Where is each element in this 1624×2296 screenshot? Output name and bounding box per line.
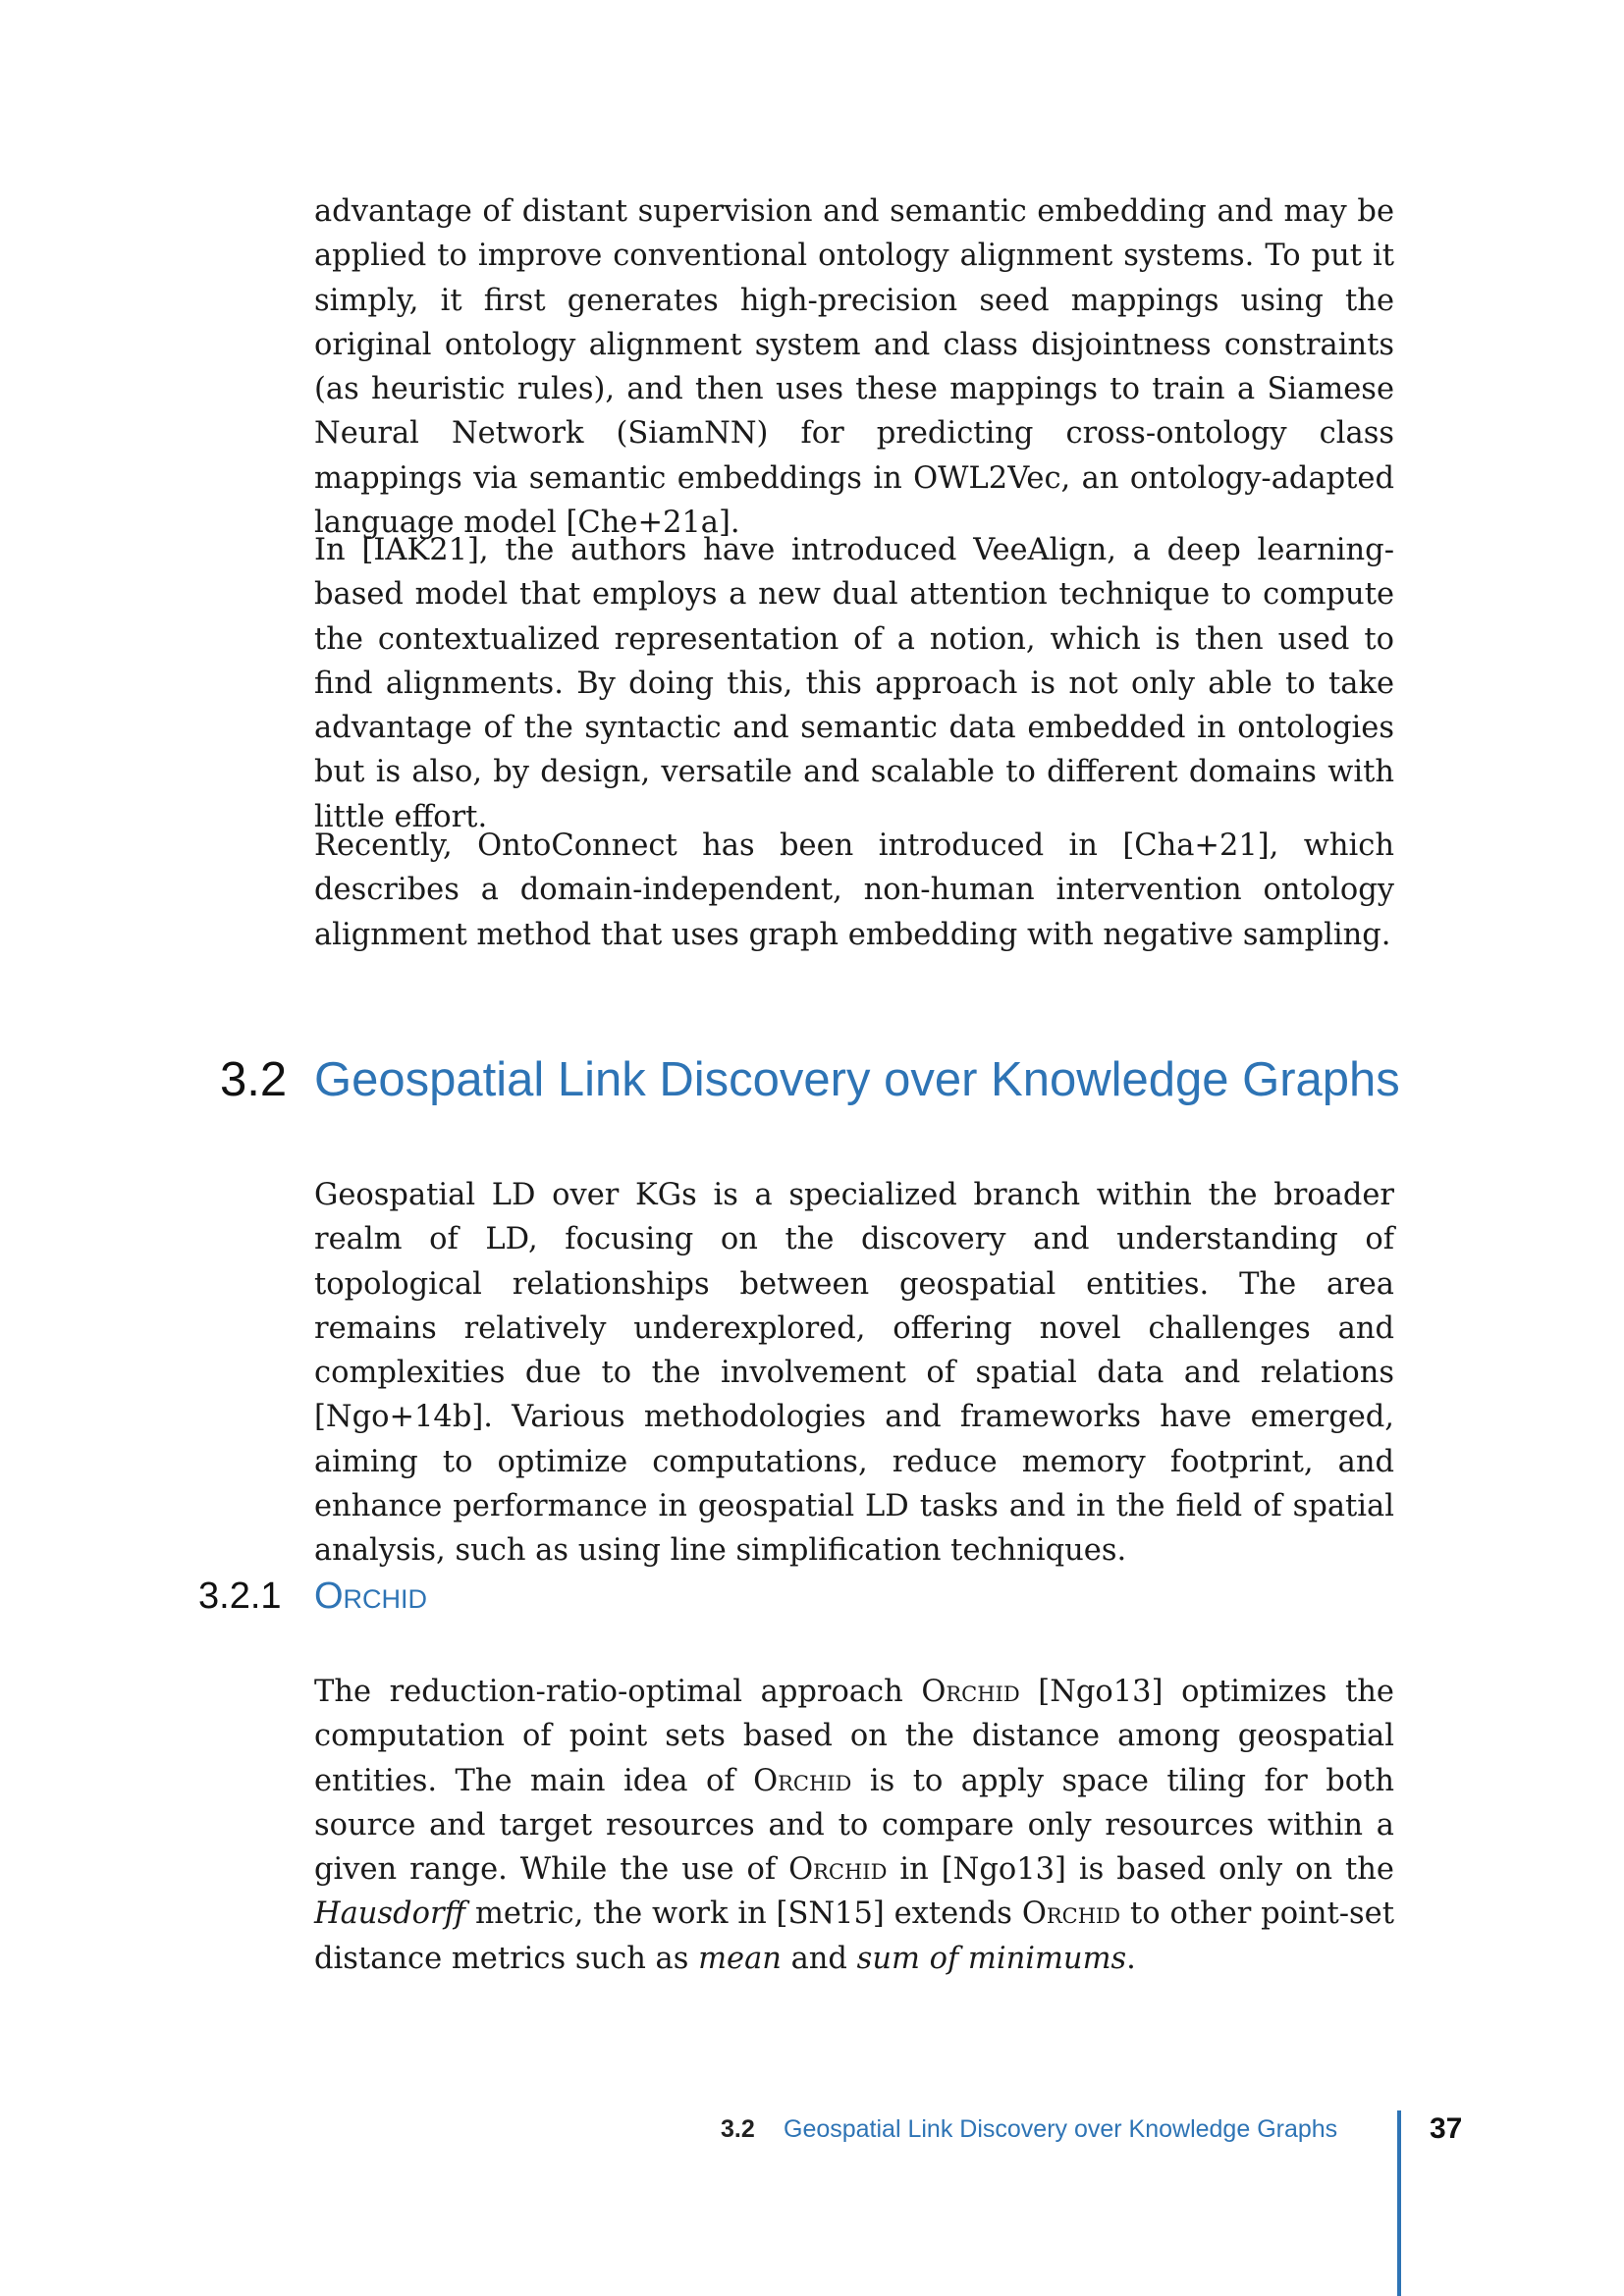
- page-number: 37: [1430, 2112, 1463, 2145]
- emphasis-sum-of-minimums: sum of minimums: [856, 1941, 1127, 1976]
- orchid-name: Orchid: [921, 1675, 1020, 1709]
- text-run: to other point-set distance metrics such as: [314, 1896, 1394, 1976]
- emphasis-hausdorff: Hausdorff: [314, 1896, 466, 1932]
- paragraph-ontoconnect: Recently, OntoConnect has been introduced in [Cha+21], which describes a domain-independent, non-human intervention ontology alignment method that uses graph embedding with negative sampling.: [314, 828, 1394, 952]
- footer-section-number: 3.2: [721, 2115, 755, 2143]
- text-run: The reduction-ratio-optimal approach: [314, 1675, 903, 1709]
- text-run: metric, the work in [SN15] extends: [475, 1896, 1012, 1932]
- section-number: 3.2: [220, 1053, 288, 1106]
- paragraph-orchid: [314, 1670, 1394, 1981]
- orchid-name: Orchid: [753, 1763, 852, 1798]
- orchid-name: Orchid: [1021, 1896, 1121, 1932]
- footer-rule: [1397, 2110, 1401, 2296]
- text-run: [Ngo13] optimizes the computation of point sets based on the distance among geospatial entities. The main idea of: [314, 1675, 1394, 1798]
- text-run: is to apply space tiling for both source and target resources and to compare only resources within a given range. While the use of: [314, 1763, 1394, 1888]
- paragraph-intro-continuation: advantage of distant supervision and semantic embedding and may be applied to improve conventional ontology alignment systems. To put it simply, it first generates high-precision seed mappings using the original ontology alignment system and class disjointness constraints (as heuristic rules), and then uses these mappings to train a Siamese Neural Network (SiamNN) for predicting cross-ontology class mappings via semantic embeddings in OWL2Vec, an ontology-adapted language model [Che+21a].: [314, 194, 1394, 541]
- subsection-number: 3.2.1: [198, 1575, 282, 1617]
- section-title: Geospatial Link Discovery over Knowledge Graphs: [314, 1053, 1400, 1106]
- orchid-name: Orchid: [788, 1852, 888, 1888]
- text-run: in [Ngo13] is based only on the: [899, 1852, 1394, 1888]
- subsection-title: Orchid: [314, 1575, 428, 1617]
- text-run: and: [790, 1941, 847, 1976]
- paragraph-geospatial-ld: Geospatial LD over KGs is a specialized branch within the broader realm of LD, focusing on the discovery and understanding of topological relationships between geospatial entities. The area remains relatively underexplored, offering novel challenges and complexities due to the involvement of spatial data and relations [Ngo+14b]. Various methodologies and frameworks have emerged, aiming to optimize computations, reduce memory footprint, and enhance performance in geospatial LD tasks and in the field of spatial analysis, such as using line simplification techniques.: [314, 1178, 1394, 1569]
- footer-section-title: Geospatial Link Discovery over Knowledge Graphs: [784, 2115, 1338, 2143]
- text-run: .: [1126, 1941, 1136, 1976]
- emphasis-mean: mean: [698, 1941, 782, 1976]
- paragraph-veealign: In [IAK21], the authors have introduced VeeAlign, a deep learning-based model that employs a new dual attention technique to compute the contextualized representation of a notion, which is then used to find alignments. By doing this, this approach is not only able to take advantage of the syntactic and semantic data embedded in ontologies but is also, by design, versatile and scalable to different domains with little effort.: [314, 533, 1394, 834]
